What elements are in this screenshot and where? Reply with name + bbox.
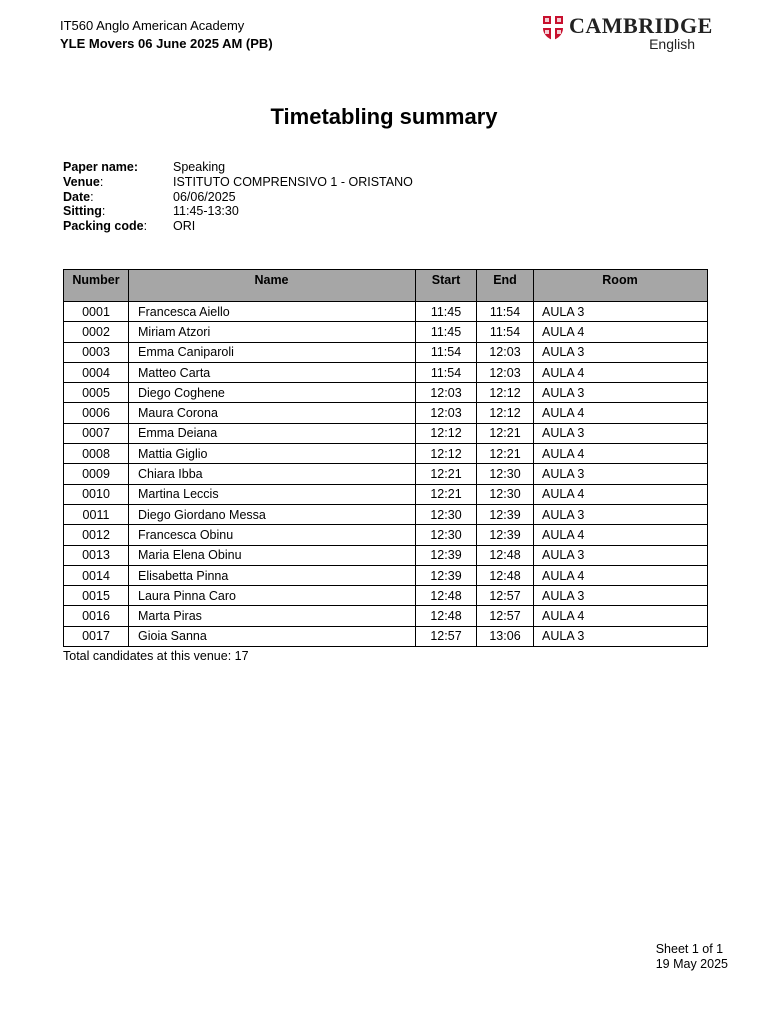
cell-room: AULA 3	[534, 586, 708, 606]
cell-start: 12:39	[416, 545, 477, 565]
session-name: YLE Movers 06 June 2025 AM (PB)	[60, 36, 273, 51]
cell-number: 0016	[64, 606, 129, 626]
paper-value: Speaking	[173, 160, 226, 174]
cell-number: 0005	[64, 383, 129, 403]
timetable	[63, 269, 708, 647]
cell-number: 0011	[64, 504, 129, 524]
document-header	[60, 17, 273, 53]
cell-room: AULA 3	[534, 342, 708, 362]
date-row: Date: 06/06/2025	[63, 189, 236, 204]
cell-start: 12:03	[416, 403, 477, 423]
cell-room: AULA 3	[534, 383, 708, 403]
cell-start: 12:21	[416, 484, 477, 504]
date-label: Date	[63, 189, 91, 204]
cell-name: Miriam Atzori	[129, 322, 416, 342]
cell-end: 12:03	[477, 362, 534, 382]
cell-end: 12:48	[477, 545, 534, 565]
cell-end: 12:57	[477, 606, 534, 626]
cell-name: Maria Elena Obinu	[129, 545, 416, 565]
page-footer	[656, 942, 728, 972]
venue-label: Venue	[63, 174, 100, 189]
packing-value: ORI	[173, 219, 196, 234]
cell-start: 12:21	[416, 464, 477, 484]
table-row	[64, 423, 708, 443]
cell-end: 12:03	[477, 342, 534, 362]
cell-number: 0010	[64, 484, 129, 504]
cell-end: 12:12	[477, 403, 534, 423]
total-candidates: Total candidates at this venue: 17	[63, 649, 249, 663]
sheet-number: Sheet 1 of 1	[655, 942, 724, 956]
cell-room: AULA 4	[534, 322, 708, 342]
table-row	[64, 322, 708, 342]
col-header-name: Name	[129, 270, 416, 302]
cell-name: Francesca Obinu	[129, 525, 416, 545]
cell-room: AULA 3	[534, 464, 708, 484]
cell-number: 0009	[64, 464, 129, 484]
footer-date: 19 May 2025	[655, 957, 728, 971]
cambridge-logo	[542, 13, 713, 57]
table-row	[64, 403, 708, 423]
cell-number: 0015	[64, 586, 129, 606]
cell-end: 12:39	[477, 504, 534, 524]
page-title: Timetabling summary	[270, 104, 498, 129]
cell-name: Diego Giordano Messa	[129, 504, 416, 524]
cell-number: 0002	[64, 322, 129, 342]
cell-name: Gioia Sanna	[129, 626, 416, 646]
cell-end: 12:39	[477, 525, 534, 545]
cell-room: AULA 4	[534, 403, 708, 423]
table-row	[64, 342, 708, 362]
cell-number: 0001	[64, 302, 129, 322]
cell-room: AULA 4	[534, 362, 708, 382]
cell-number: 0003	[64, 342, 129, 362]
cell-name: Marta Piras	[129, 606, 416, 626]
centre-name: IT560 Anglo American Academy	[60, 18, 245, 33]
cell-end: 13:06	[477, 626, 534, 646]
cell-room: AULA 4	[534, 484, 708, 504]
logo-sub-text: English	[649, 36, 695, 52]
cell-name: Emma Deiana	[129, 423, 416, 443]
cell-start: 12:48	[416, 606, 477, 626]
sitting-value: 11:45-13:30	[173, 204, 239, 219]
cell-start: 12:30	[416, 525, 477, 545]
table-header-row	[64, 270, 708, 302]
cell-start: 12:57	[416, 626, 477, 646]
table-row	[64, 444, 708, 464]
cell-start: 12:12	[416, 444, 477, 464]
table-row	[64, 565, 708, 585]
cell-name: Martina Leccis	[129, 484, 416, 504]
cell-end: 11:54	[477, 302, 534, 322]
cell-number: 0008	[64, 444, 129, 464]
cell-room: AULA 4	[534, 444, 708, 464]
cell-name: Maura Corona	[129, 403, 416, 423]
cell-name: Laura Pinna Caro	[129, 586, 416, 606]
cell-start: 12:39	[416, 565, 477, 585]
cell-room: AULA 3	[534, 626, 708, 646]
table-row	[64, 383, 708, 403]
sitting-label: Sitting	[63, 204, 102, 219]
cell-room: AULA 4	[534, 525, 708, 545]
cell-room: AULA 4	[534, 606, 708, 626]
paper-row	[63, 160, 413, 175]
cell-number: 0014	[64, 565, 129, 585]
cell-start: 11:45	[416, 302, 477, 322]
table-row	[64, 606, 708, 626]
cell-start: 11:54	[416, 342, 477, 362]
packing-row: Packing code: ORI	[63, 219, 196, 234]
cell-end: 12:57	[477, 586, 534, 606]
table-row	[64, 464, 708, 484]
cell-name: Matteo Carta	[129, 362, 416, 382]
table-row	[64, 525, 708, 545]
cell-number: 0004	[64, 362, 129, 382]
venue-row: Venue: ISTITUTO COMPRENSIVO 1 - ORISTANO	[63, 174, 413, 189]
cell-start: 12:03	[416, 383, 477, 403]
cell-name: Diego Coghene	[129, 383, 416, 403]
cell-end: 12:12	[477, 383, 534, 403]
paper-label: Paper name:	[63, 160, 139, 174]
table-row	[64, 545, 708, 565]
cell-start: 12:30	[416, 504, 477, 524]
sitting-row: Sitting: 11:45-13:30	[63, 204, 239, 219]
cell-room: AULA 3	[534, 545, 708, 565]
cell-number: 0012	[64, 525, 129, 545]
cell-number: 0006	[64, 403, 129, 423]
cell-start: 11:45	[416, 322, 477, 342]
table-row	[64, 626, 708, 646]
cell-name: Elisabetta Pinna	[129, 565, 416, 585]
cell-room: AULA 4	[534, 565, 708, 585]
col-header-room: Room	[534, 270, 708, 302]
table-row	[64, 302, 708, 322]
cell-number: 0007	[64, 423, 129, 443]
cell-room: AULA 3	[534, 504, 708, 524]
date-value: 06/06/2025	[173, 189, 236, 204]
cell-end: 12:48	[477, 565, 534, 585]
cell-name: Mattia Giglio	[129, 444, 416, 464]
exam-details	[63, 160, 413, 234]
cell-end: 12:30	[477, 484, 534, 504]
cell-room: AULA 3	[534, 302, 708, 322]
cell-number: 0017	[64, 626, 129, 646]
cell-start: 12:48	[416, 586, 477, 606]
table-row	[64, 504, 708, 524]
table-row	[64, 484, 708, 504]
col-header-start: Start	[416, 270, 477, 302]
table-row	[64, 362, 708, 382]
col-header-end: End	[477, 270, 534, 302]
cell-name: Emma Caniparoli	[129, 342, 416, 362]
cell-end: 12:21	[477, 444, 534, 464]
col-header-number: Number	[64, 270, 129, 302]
cell-end: 12:30	[477, 464, 534, 484]
logo-brand-text: CAMBRIDGE	[569, 13, 713, 38]
venue-value: ISTITUTO COMPRENSIVO 1 - ORISTANO	[173, 174, 413, 189]
cell-name: Francesca Aiello	[129, 302, 416, 322]
table-body	[64, 302, 708, 647]
cell-start: 11:54	[416, 362, 477, 382]
cell-end: 12:21	[477, 423, 534, 443]
packing-label: Packing code	[63, 219, 144, 234]
cell-name: Chiara Ibba	[129, 464, 416, 484]
cambridge-shield-icon	[542, 15, 564, 41]
cell-number: 0013	[64, 545, 129, 565]
cell-room: AULA 3	[534, 423, 708, 443]
cell-end: 11:54	[477, 322, 534, 342]
table-row	[64, 586, 708, 606]
cell-start: 12:12	[416, 423, 477, 443]
